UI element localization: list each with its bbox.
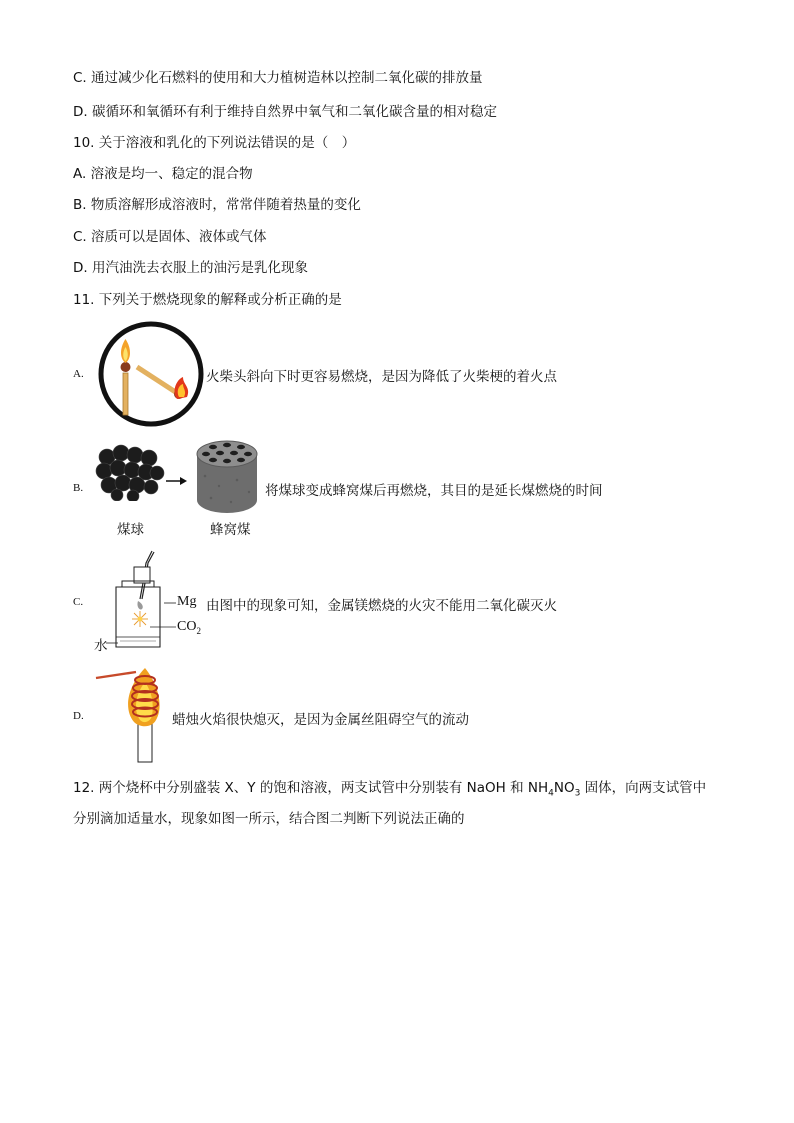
honeycomb-caption: 蜂窝煤 xyxy=(210,522,251,538)
coal-balls-figure xyxy=(95,443,165,501)
q10-option-a: A. 溶液是均一、稳定的混合物 xyxy=(73,166,253,182)
q11-d-text: 蜡烛火焰很快熄灭，是因为金属丝阻碍空气的流动 xyxy=(172,712,469,728)
q11-b-label: B. xyxy=(73,482,84,494)
q9-option-d: D. 碳循环和氧循环有利于维持自然界中氧气和二氧化碳含量的相对稳定 xyxy=(73,104,497,120)
candle-wire-figure xyxy=(94,662,170,764)
q10-stem: 10. 关于溶液和乳化的下列说法错误的是（ ） xyxy=(73,135,356,151)
q10-option-d: D. 用汽油洗去衣服上的油污是乳化现象 xyxy=(73,260,308,276)
q11-c-text: 由图中的现象可知，金属镁燃烧的火灾不能用二氧化碳灭火 xyxy=(206,598,557,614)
arrow-icon xyxy=(165,475,189,487)
coal-ball-caption: 煤球 xyxy=(117,522,144,538)
q11-a-text: 火柴头斜向下时更容易燃烧，是因为降低了火柴梗的着火点 xyxy=(206,369,557,385)
mg-label: Mg xyxy=(177,594,197,609)
honeycomb-briquette-figure xyxy=(191,436,263,516)
q11-c-label: C. xyxy=(73,596,84,608)
q12-stem-line1: 12. 两个烧杯中分别盛装 X、Y 的饱和溶液，两支试管中分别装有 NaOH 和 $NH_4NO_3$ 固体，向两支试管中 xyxy=(73,780,707,799)
q11-b-text: 将煤球变成蜂窝煤后再燃烧，其目的是延长煤燃烧的时间 xyxy=(265,483,603,499)
match-figure xyxy=(97,321,205,427)
co2-label: $CO_2$ xyxy=(177,619,201,636)
q10-option-c: C. 溶质可以是固体、液体或气体 xyxy=(73,229,267,245)
q11-a-label: A. xyxy=(73,368,84,380)
q11-d-label: D. xyxy=(73,710,84,722)
q9-option-c: C. 通过减少化石燃料的使用和大力植树造林以控制二氧化碳的排放量 xyxy=(73,70,483,86)
q12-stem-line2: 分别滴加适量水，现象如图一所示，结合图二判断下列说法正确的 xyxy=(73,811,465,827)
q11-stem: 11. 下列关于燃烧现象的解释或分析正确的是 xyxy=(73,292,342,308)
water-label: 水 xyxy=(94,638,108,654)
q10-option-b: B. 物质溶解形成溶液时，常常伴随着热量的变化 xyxy=(73,197,361,213)
